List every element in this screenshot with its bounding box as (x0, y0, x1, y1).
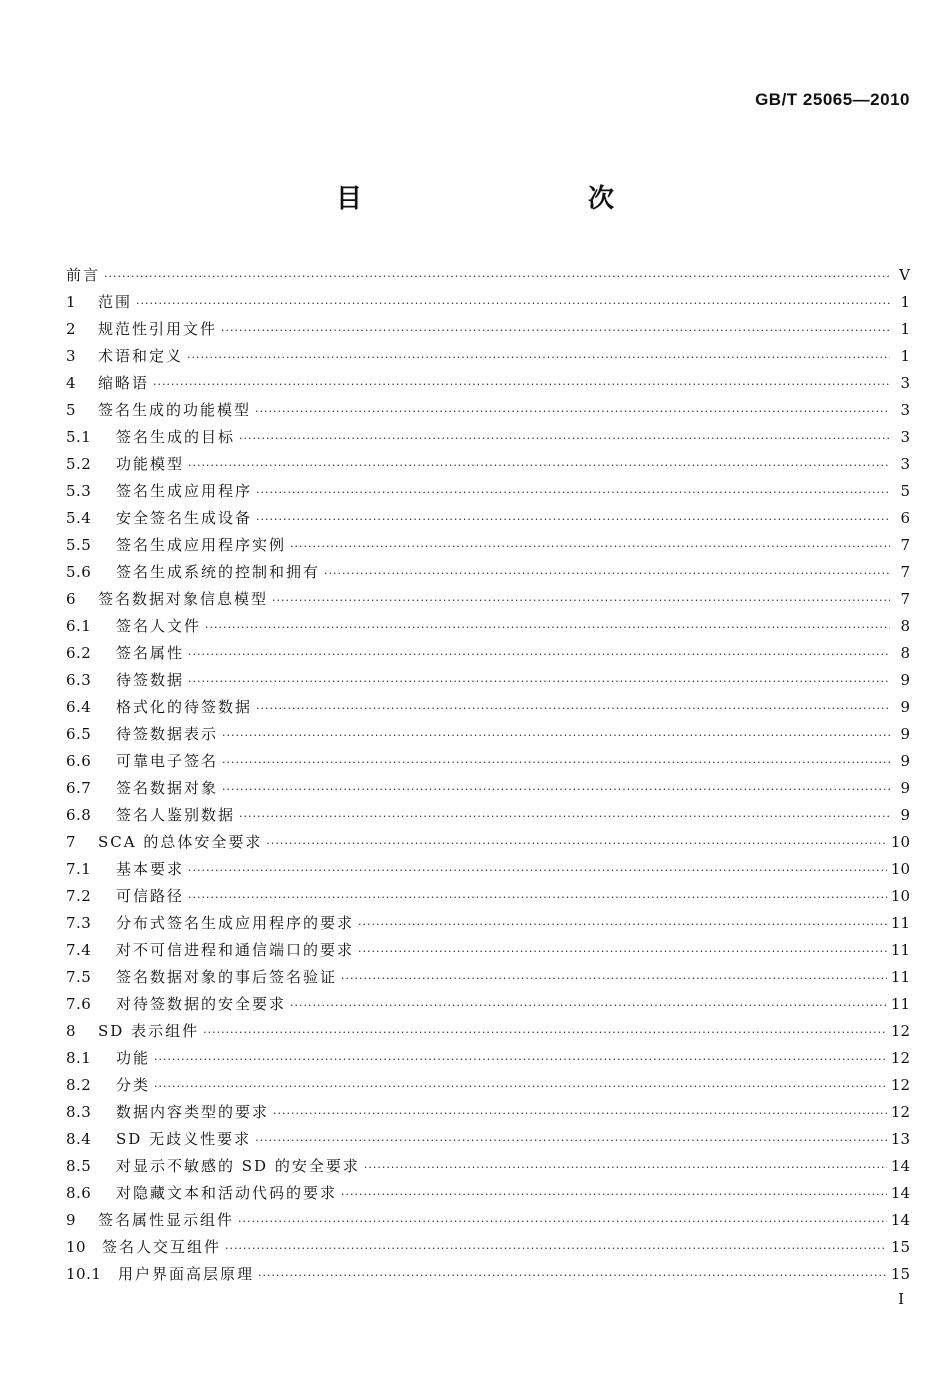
toc-entry-number: 8.5 (66, 1157, 92, 1175)
toc-entry-title: 签名生成的功能模型 (98, 401, 252, 419)
toc-entry-number: 8.2 (66, 1076, 92, 1094)
toc-entry-title: 数据内容类型的要求 (116, 1103, 270, 1121)
toc-entry-number: 4 (66, 374, 77, 392)
dot-leader (104, 263, 890, 290)
dot-leader (272, 587, 890, 614)
toc-entry-number: 7.4 (66, 941, 92, 959)
toc-entry-title: 签名数据对象的事后签名验证 (116, 968, 338, 986)
toc-entry-number: 8 (66, 1022, 77, 1040)
toc-entry[interactable] (66, 802, 910, 829)
toc-entry-title: 术语和定义 (98, 347, 184, 365)
toc-entry-page: 14 (890, 1211, 910, 1229)
toc-entry-number: 5.3 (66, 482, 92, 500)
toc-entry[interactable] (66, 559, 910, 586)
dot-leader (188, 857, 887, 884)
toc-entry-title: 范围 (98, 293, 133, 311)
table-of-contents (66, 262, 910, 1288)
dot-leader (266, 830, 887, 857)
toc-entry[interactable] (66, 667, 910, 694)
toc-entry-number: 7.3 (66, 914, 92, 932)
toc-entry[interactable] (66, 505, 910, 532)
toc-entry-page: 9 (900, 806, 910, 824)
toc-entry-number: 5.2 (66, 455, 92, 473)
toc-entry[interactable] (66, 1126, 910, 1153)
dot-leader (358, 911, 887, 938)
toc-entry-page: 9 (900, 752, 910, 770)
dot-leader (341, 965, 887, 992)
toc-entry-number: 5 (66, 401, 77, 419)
toc-entry-number: 8.4 (66, 1130, 92, 1148)
toc-entry[interactable] (66, 343, 910, 370)
toc-entry-number: 7 (66, 833, 77, 851)
toc-entry[interactable] (66, 640, 910, 667)
toc-entry-page: 7 (900, 563, 910, 581)
toc-entry-page: 11 (890, 914, 910, 932)
toc-entry[interactable] (66, 424, 910, 451)
toc-entry-title: 安全签名生成设备 (116, 509, 253, 527)
dot-leader (188, 641, 890, 668)
toc-entry[interactable] (66, 856, 910, 883)
dot-leader (341, 1181, 887, 1208)
toc-entry-number: 6.2 (66, 644, 92, 662)
toc-entry-page: 1 (900, 293, 910, 311)
toc-entry-page: 8 (900, 617, 910, 635)
toc-entry-title: 缩略语 (98, 374, 150, 392)
toc-entry-title: 对隐藏文本和活动代码的要求 (116, 1184, 338, 1202)
toc-entry-title: 格式化的待签数据 (116, 698, 253, 716)
toc-entry-page: 13 (890, 1130, 910, 1148)
toc-entry[interactable] (66, 1153, 910, 1180)
toc-entry-title: 可靠电子签名 (116, 752, 219, 770)
toc-entry-page: 12 (890, 1076, 910, 1094)
toc-entry-page: 11 (890, 995, 910, 1013)
toc-entry-number: 10 (66, 1238, 87, 1256)
toc-entry-number: 6.5 (66, 725, 92, 743)
dot-leader (188, 668, 890, 695)
toc-entry-number: 8.6 (66, 1184, 92, 1202)
toc-entry[interactable] (66, 586, 910, 613)
toc-entry-title: 基本要求 (116, 860, 185, 878)
dot-leader (255, 398, 890, 425)
toc-entry[interactable] (66, 1045, 910, 1072)
toc-entry-page: 9 (900, 779, 910, 797)
toc-entry-title: 对显示不敏感的 SD 的安全要求 (116, 1157, 360, 1175)
toc-entry-title: 签名生成的目标 (116, 428, 236, 446)
dot-leader (222, 749, 890, 776)
toc-entry[interactable] (66, 613, 910, 640)
dot-leader (188, 452, 890, 479)
toc-entry-page: 3 (900, 428, 910, 446)
toc-entry-title: 签名人鉴别数据 (116, 806, 236, 824)
toc-entry-title: 前言 (66, 266, 101, 284)
toc-entry[interactable] (66, 316, 910, 343)
toc-entry-title: 规范性引用文件 (98, 320, 218, 338)
toc-entry[interactable] (66, 694, 910, 721)
page-title: 目 次 (335, 184, 672, 214)
toc-entry-number: 6.6 (66, 752, 92, 770)
dot-leader (154, 1073, 887, 1100)
toc-entry-page: 5 (900, 482, 910, 500)
toc-entry-page: 15 (890, 1265, 910, 1283)
dot-leader (221, 317, 890, 344)
toc-entry[interactable] (66, 1099, 910, 1126)
toc-entry-number: 6.1 (66, 617, 92, 635)
toc-entry-number: 7.5 (66, 968, 92, 986)
toc-entry-page: V (899, 266, 910, 284)
toc-entry-title: 分布式签名生成应用程序的要求 (116, 914, 355, 932)
toc-entry-title: SD 表示组件 (98, 1022, 200, 1040)
dot-leader (187, 344, 890, 371)
toc-entry-title: 签名生成应用程序 (116, 482, 253, 500)
toc-entry-title: 签名生成系统的控制和拥有 (116, 563, 321, 581)
toc-entry-page: 11 (890, 941, 910, 959)
dot-leader (222, 776, 890, 803)
toc-entry[interactable] (66, 1072, 910, 1099)
toc-entry-number: 6.7 (66, 779, 92, 797)
toc-entry[interactable] (66, 289, 910, 316)
toc-entry-page: 12 (890, 1049, 910, 1067)
toc-entry-page: 9 (900, 671, 910, 689)
toc-entry-number: 8.3 (66, 1103, 92, 1121)
toc-entry-page: 12 (890, 1103, 910, 1121)
toc-entry-page: 14 (890, 1157, 910, 1175)
toc-entry-number: 7.2 (66, 887, 92, 905)
toc-entry[interactable] (66, 829, 910, 856)
toc-entry-page: 7 (900, 590, 910, 608)
toc-entry-page: 14 (890, 1184, 910, 1202)
toc-entry-page: 11 (890, 968, 910, 986)
toc-entry-title: 对待签数据的安全要求 (116, 995, 287, 1013)
toc-entry-title: 签名属性显示组件 (98, 1211, 235, 1229)
page-number: I (898, 1290, 904, 1308)
standard-code: GB/T 25065—2010 (755, 90, 910, 109)
toc-entry-page: 1 (900, 347, 910, 365)
dot-leader (256, 479, 890, 506)
toc-entry-number: 8.1 (66, 1049, 92, 1067)
dot-leader (239, 425, 890, 452)
toc-entry-title: 功能模型 (116, 455, 185, 473)
toc-entry-number: 5.5 (66, 536, 92, 554)
toc-entry-page: 8 (900, 644, 910, 662)
toc-entry[interactable] (66, 721, 910, 748)
dot-leader (188, 884, 887, 911)
toc-entry[interactable] (66, 910, 910, 937)
toc-entry-number: 6.8 (66, 806, 92, 824)
dot-leader (205, 614, 890, 641)
toc-entry[interactable] (66, 1180, 910, 1207)
toc-entry-page: 15 (890, 1238, 910, 1256)
dot-leader (258, 1262, 887, 1289)
toc-entry-page: 6 (900, 509, 910, 527)
toc-entry-number: 1 (66, 293, 77, 311)
toc-entry[interactable] (66, 883, 910, 910)
toc-entry[interactable] (66, 532, 910, 559)
dot-leader (358, 938, 887, 965)
toc-entry-title: 签名属性 (116, 644, 185, 662)
toc-entry-page: 12 (890, 1022, 910, 1040)
toc-entry[interactable] (66, 1018, 910, 1045)
toc-entry-title: 对不可信进程和通信端口的要求 (116, 941, 355, 959)
toc-entry[interactable] (66, 478, 910, 505)
toc-entry-number: 7.1 (66, 860, 92, 878)
toc-entry-title: 用户界面高层原理 (118, 1265, 255, 1283)
dot-leader (154, 1046, 887, 1073)
toc-entry-title: 分类 (116, 1076, 151, 1094)
dot-leader (225, 1235, 887, 1262)
toc-entry-title: 签名人交互组件 (102, 1238, 222, 1256)
toc-entry[interactable] (66, 262, 910, 289)
toc-entry[interactable] (66, 937, 910, 964)
toc-entry-title: 待签数据表示 (116, 725, 219, 743)
toc-entry-page: 9 (900, 725, 910, 743)
toc-entry-number: 6.4 (66, 698, 92, 716)
toc-entry-page: 1 (900, 320, 910, 338)
toc-entry-number: 7.6 (66, 995, 92, 1013)
toc-entry-title: 签名生成应用程序实例 (116, 536, 287, 554)
toc-entry-title: SCA 的总体安全要求 (98, 833, 263, 851)
toc-entry-number: 10.1 (66, 1265, 102, 1283)
toc-entry[interactable] (66, 1207, 910, 1234)
toc-entry-number: 5.4 (66, 509, 92, 527)
dot-leader (273, 1100, 887, 1127)
toc-entry-number: 5.1 (66, 428, 92, 446)
dot-leader (324, 560, 890, 587)
toc-entry-number: 5.6 (66, 563, 92, 581)
toc-entry-number: 9 (66, 1211, 77, 1229)
toc-entry[interactable] (66, 451, 910, 478)
dot-leader (255, 1127, 887, 1154)
toc-entry-page: 10 (890, 833, 910, 851)
toc-entry[interactable] (66, 1234, 910, 1261)
toc-entry-title: 签名人文件 (116, 617, 202, 635)
toc-entry-number: 6.3 (66, 671, 92, 689)
toc-entry-title: 功能 (116, 1049, 151, 1067)
toc-entry[interactable] (66, 748, 910, 775)
dot-leader (222, 722, 890, 749)
toc-entry-title: SD 无歧义性要求 (116, 1130, 252, 1148)
toc-entry-number: 6 (66, 590, 77, 608)
toc-entry[interactable] (66, 397, 910, 424)
dot-leader (203, 1019, 887, 1046)
toc-entry-page: 3 (900, 401, 910, 419)
toc-entry-page: 10 (890, 887, 910, 905)
toc-entry-page: 10 (890, 860, 910, 878)
dot-leader (136, 290, 890, 317)
dot-leader (290, 533, 890, 560)
dot-leader (239, 803, 890, 830)
toc-entry-title: 签名数据对象 (116, 779, 219, 797)
toc-entry[interactable] (66, 1261, 910, 1288)
toc-entry[interactable] (66, 964, 910, 991)
toc-entry[interactable] (66, 991, 910, 1018)
dot-leader (364, 1154, 887, 1181)
dot-leader (256, 695, 890, 722)
toc-entry-number: 2 (66, 320, 77, 338)
toc-entry-page: 3 (900, 455, 910, 473)
dot-leader (290, 992, 887, 1019)
toc-entry-page: 3 (900, 374, 910, 392)
toc-entry-number: 3 (66, 347, 77, 365)
dot-leader (256, 506, 890, 533)
toc-entry-title: 签名数据对象信息模型 (98, 590, 269, 608)
toc-entry-page: 7 (900, 536, 910, 554)
dot-leader (238, 1208, 887, 1235)
dot-leader (153, 371, 890, 398)
toc-entry-page: 9 (900, 698, 910, 716)
toc-entry-title: 待签数据 (116, 671, 185, 689)
toc-entry-title: 可信路径 (116, 887, 185, 905)
toc-entry[interactable] (66, 775, 910, 802)
toc-entry[interactable] (66, 370, 910, 397)
